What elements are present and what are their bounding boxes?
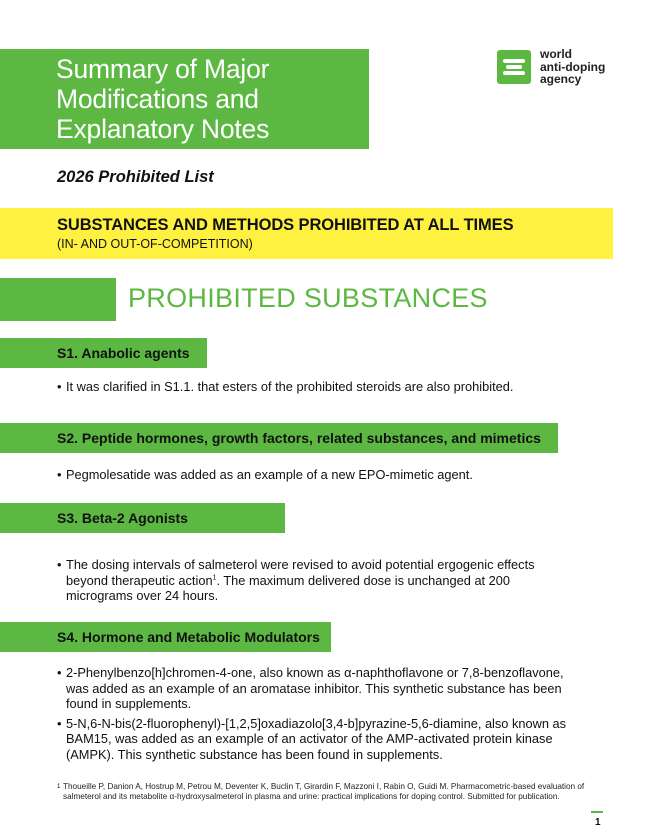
logo-text xyxy=(540,48,605,86)
list-item: • It was clarified in S1.1. that esters of the prohibited steroids are also prohibited. xyxy=(57,379,597,395)
category-banner xyxy=(0,208,613,259)
footnote-ref: 1 xyxy=(212,574,217,582)
page-title-line-1: Summary of Major xyxy=(56,54,270,84)
wada-logo xyxy=(497,48,637,88)
footnote-number: 1 xyxy=(57,784,61,790)
section-list-s1 xyxy=(57,379,597,399)
page-title-line-3: Explanatory Notes xyxy=(56,114,270,144)
list-item: • 2-Phenylbenzo[h]chromen-4-one, also known as α-naphthoflavone or 7,8-benzoflavone, was added as an example of an aromatase inhibitor. This synthetic substance has been found in supplements. xyxy=(57,665,589,712)
bullet-text: The dosing intervals of salmeterol were revised to avoid potential ergogenic effects beyond therapeutic action xyxy=(66,557,535,588)
document-subtitle: 2026 Prohibited List xyxy=(57,168,214,186)
section-heading-text: S4. Hormone and Metabolic Modulators xyxy=(57,629,320,645)
logo-line-1: world xyxy=(540,47,572,61)
logo-line-3: agency xyxy=(540,72,582,86)
section-title: PROHIBITED SUBSTANCES xyxy=(128,283,488,313)
list-item: • 5-N,6-N-bis(2-fluorophenyl)-[1,2,5]oxadiazolo[3,4-b]pyrazine-5,6-diamine, also known as BAM15, was added as an example of an activator of the AMP-activated protein kinase (AMPK). This synthetic substance has been found in supplements. xyxy=(57,716,589,763)
wada-logo-icon xyxy=(497,50,531,84)
banner-subheading: (IN- AND OUT-OF-COMPETITION) xyxy=(57,237,253,251)
section-list-s2 xyxy=(57,467,597,487)
section-heading-s3 xyxy=(0,503,285,533)
section-list-s4 xyxy=(57,665,589,766)
list-item: • Pegmolesatide was added as an example of a new EPO-mimetic agent. xyxy=(57,467,597,483)
section-heading-text: S3. Beta-2 Agonists xyxy=(57,510,188,526)
bullet-text: . The maximum delivered dose is unchanged at 200 micrograms over 24 hours. xyxy=(66,572,511,603)
banner-heading: SUBSTANCES AND METHODS PROHIBITED AT ALL TIMES xyxy=(57,216,514,234)
list-item xyxy=(57,557,577,604)
title-block xyxy=(0,49,369,149)
logo-line-2: anti-doping xyxy=(540,59,606,74)
section-list-s3 xyxy=(57,557,577,608)
section-heading-s2 xyxy=(0,423,558,453)
section-heading-text: S2. Peptide hormones, growth factors, related substances, and mimetics xyxy=(57,430,541,446)
footnote: Thoueille P, Danion A, Hostrup M, Petrou M, Deventer K, Buclin T, Girardin F, Mazzoni I, Rabin O, Guidi M. Pharmacometric-based evaluation of salmeterol and its metabolite α-hydroxysalmeterol in plasma and urine: practical implications for doping control. Submitted for publication. xyxy=(63,782,585,802)
section-heading-s4 xyxy=(0,622,331,652)
section-title-accent xyxy=(0,278,116,321)
page-title-line-2: Modifications and xyxy=(56,84,259,114)
section-heading-s1 xyxy=(0,338,207,368)
section-heading-text: S1. Anabolic agents xyxy=(57,345,190,361)
page-number-rule xyxy=(591,811,603,813)
page-number: 1 xyxy=(595,817,601,828)
